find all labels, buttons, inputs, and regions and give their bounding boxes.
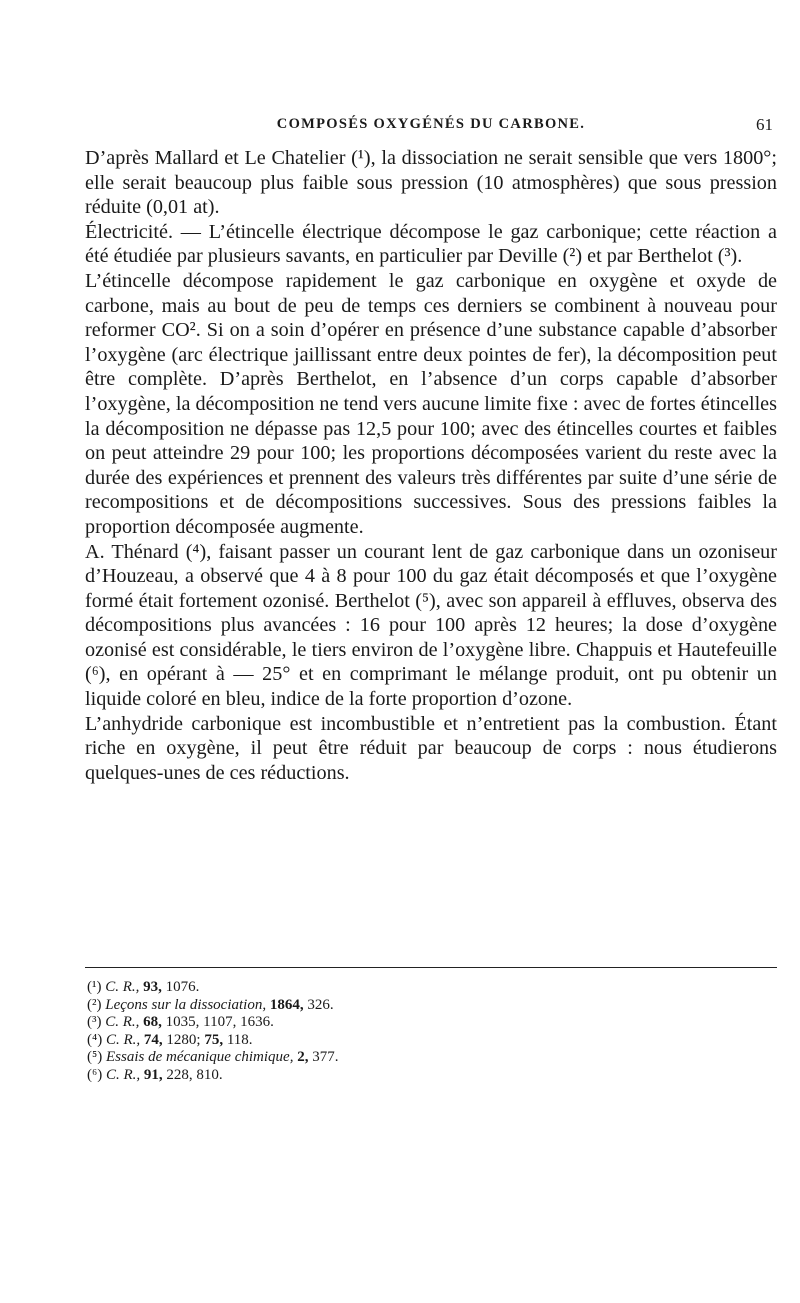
paragraph-electricite: Électricité. — L’étincelle électrique décompose le gaz carbonique; cette réaction a été étudiée par plusieurs savants, en particulier par Deville (²) et par Berthelot (³). bbox=[85, 220, 777, 268]
body-text bbox=[85, 146, 777, 785]
footnotes bbox=[87, 979, 747, 1084]
running-title: COMPOSÉS OXYGÉNÉS DU CARBONE. bbox=[276, 116, 586, 132]
footnote-2: (²) Leçons sur la dissociation, 1864, 326. bbox=[87, 996, 334, 1013]
footnote-divider bbox=[85, 967, 777, 968]
footnote-4: (⁴) C. R., 74, 1280; 75, 118. bbox=[87, 1031, 253, 1048]
footnote-1: (¹) C. R., 93, 1076. bbox=[87, 979, 200, 995]
footnote-5: (⁵) Essais de mécanique chimique, 2, 377. bbox=[87, 1049, 339, 1065]
paragraph-anhydride: L’anhydride carbonique est incombustible et n’entretient pas la combustion. Étant riche en oxygène, il peut être réduit par beaucoup de corps : nous étudierons quelques-unes de ces réductions. bbox=[85, 712, 777, 784]
paragraph-thenard: A. Thénard (⁴), faisant passer un courant lent de gaz carbonique dans un ozoniseur d’Houzeau, a observé que 4 à 8 pour 100 du gaz était décomposés et que l’oxygène formé était fortement ozonisé. Berthelot (⁵), avec son appareil à effluves, observa des décompositions plus avancées : 16 pour 100 après 12 heures; la dose d’oxygène ozonisé est considérable, le tiers environ de l’oxygène libre. Chappuis et Hautefeuille (⁶), en opérant à — 25° et en comprimant le mélange produit, ont pu obtenir un liquide coloré en bleu, indice de la forte proportion d’ozone. bbox=[85, 540, 777, 711]
paragraph-etincelle: L’étincelle décompose rapidement le gaz carbonique en oxygène et oxyde de carbone, mais au bout de peu de temps ces derniers se combinent à nouveau pour reformer CO². Si on a soin d’opérer en présence d’une substance capable d’absorber l’oxygène (arc électrique jaillissant entre deux pointes de fer), la décomposition peut être complète. D’après Berthelot, en l’absence d’un corps capable d’absorber l’oxygène, la décomposition ne tend vers aucune limite fixe : avec de fortes étincelles la décomposition ne dépasse pas 12,5 pour 100; avec des étincelles courtes et faibles on peut atteindre 29 pour 100; les proportions décomposées varient du reste avec la durée des expériences et prennent des valeurs très différentes par suite d’une série de recompositions et de décompositions successives. Sous des pressions faibles la proportion décomposée augmente. bbox=[85, 269, 777, 538]
paragraph-dissociation: D’après Mallard et Le Chatelier (¹), la dissociation ne serait sensible que vers 1800°; elle serait beaucoup plus faible sous pression (10 atmosphères) que sous pression réduite (0,01 at). bbox=[85, 147, 777, 219]
footnote-3: (³) C. R., 68, 1035, 1107, 1636. bbox=[87, 1014, 274, 1030]
page-header bbox=[85, 116, 777, 140]
page-number: 61 bbox=[756, 115, 773, 134]
footnote-6: (⁶) C. R., 91, 228, 810. bbox=[87, 1066, 223, 1083]
